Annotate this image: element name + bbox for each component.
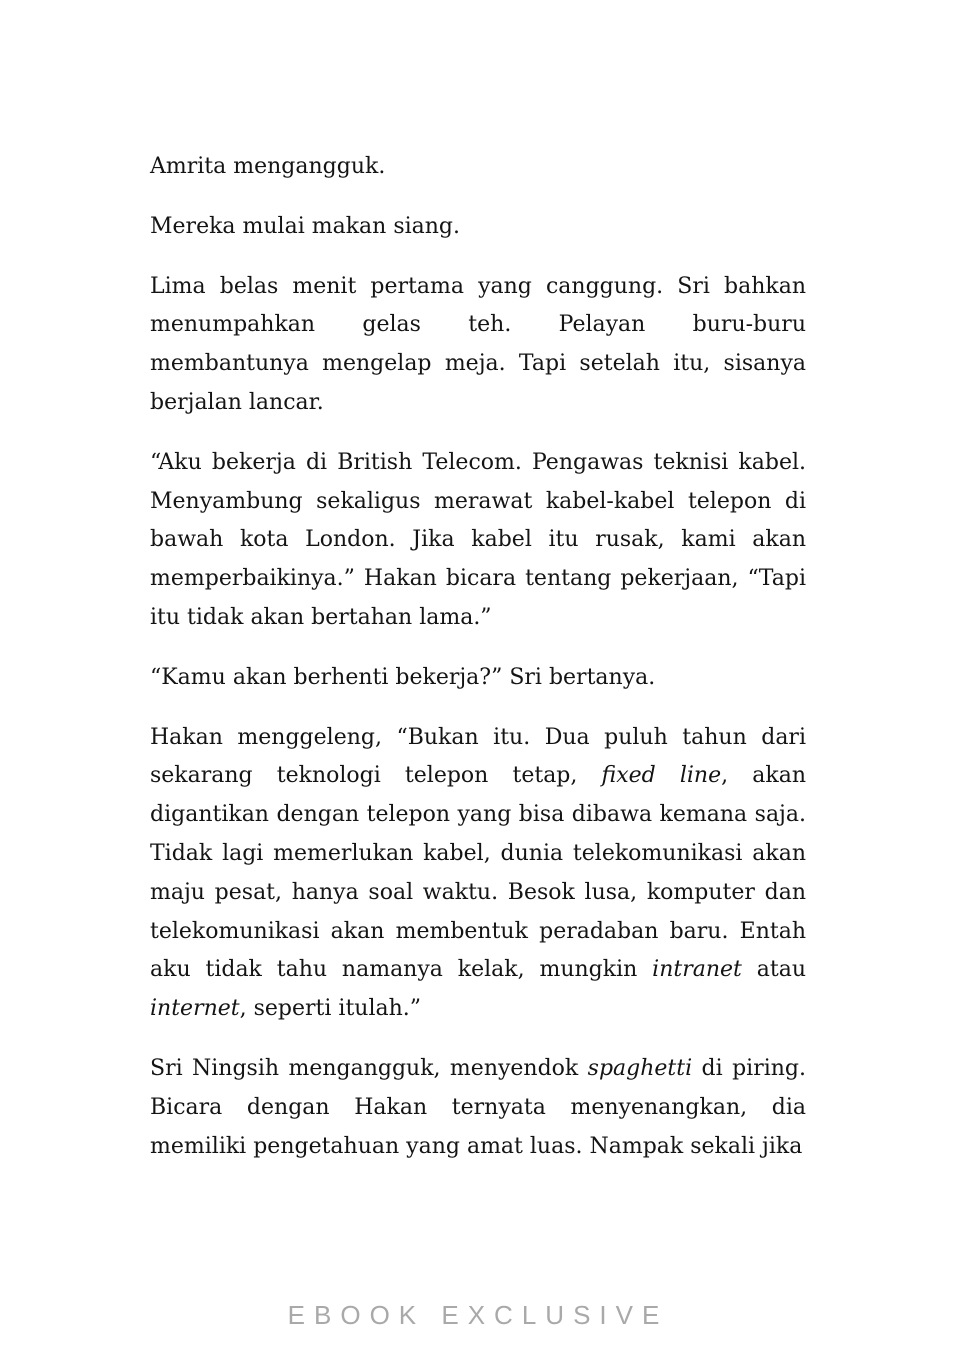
paragraph-text: , akan digantikan dengan telepon yang bisa dibawa kemana saja. Tidak lagi memerlukan kabel, dunia telekomunikasi akan maju pesat, hanya soal waktu. Besok lusa, komputer dan telekomunikasi akan membentuk peradaban baru. Entah aku tidak tahu namanya kelak, mungkin <box>150 763 806 983</box>
paragraph <box>150 208 806 247</box>
footer-watermark: EBOOK EXCLUSIVE <box>287 1300 669 1330</box>
paragraph-text: Lima belas menit pertama yang canggung. Sri bahkan menumpahkan gelas teh. Pelayan buru-buru membantunya mengelap meja. Tapi setelah itu, sisanya berjalan lancar. <box>150 273 806 415</box>
paragraph-text: Sri Ningsih mengangguk, menyendok <box>150 1055 588 1081</box>
page-body <box>150 148 806 1187</box>
paragraph <box>150 444 806 638</box>
paragraph-text: “Kamu akan berhenti bekerja?” Sri bertanya. <box>150 664 656 690</box>
italic-term: fixed line <box>601 763 722 789</box>
paragraph <box>150 148 806 187</box>
italic-term: spaghetti <box>587 1055 693 1081</box>
paragraph-text: di piring. Bicara dengan Hakan ternyata menyenangkan, dia memiliki pengetahuan yang amat luas. Nampak sekali jika <box>150 1055 806 1159</box>
paragraph-text: “Aku bekerja di British Telecom. Pengawas teknisi kabel. Menyambung sekaligus merawat kabel-kabel telepon di bawah kota London. Jika kabel itu rusak, kami akan memperbaikinya.” Hakan bicara tentang pekerjaan, “Tapi itu tidak akan bertahan lama.” <box>150 449 806 630</box>
paragraph-text: , seperti itulah.” <box>239 996 422 1022</box>
paragraph <box>150 1050 806 1166</box>
paragraph-text: Mereka mulai makan siang. <box>150 213 461 239</box>
paragraph <box>150 659 806 698</box>
paragraph-text: Hakan menggeleng, “Bukan itu. Dua puluh tahun dari sekarang teknologi telepon tetap, <box>150 724 806 789</box>
paragraph <box>150 268 806 423</box>
paragraph-text: Amrita mengangguk. <box>150 154 386 179</box>
italic-term: internet <box>150 996 240 1022</box>
paragraph <box>150 719 806 1029</box>
paragraph-text: atau <box>741 957 806 983</box>
italic-term: intranet <box>652 957 742 983</box>
